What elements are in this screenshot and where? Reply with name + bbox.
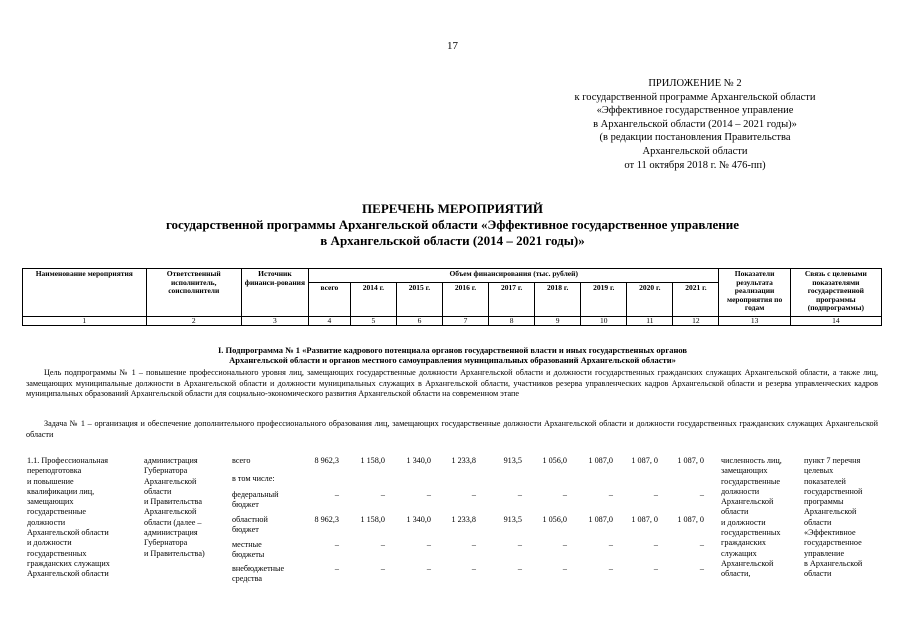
measure-link-line: в Архангельской xyxy=(804,558,863,568)
measure-indicator-line: численность лиц, xyxy=(721,456,782,465)
task-text: Задача № 1 – организация и обеспечение дополнительного профессионального образования лиц, замещающих государственные должности Архангельской области и должности государственных гражданских служащих Архангельской области xyxy=(26,419,878,439)
funding-value: 1 340,0 xyxy=(406,515,431,524)
measure-link-line: государственной xyxy=(804,486,863,496)
source-label xyxy=(232,490,298,511)
col-number: 4 xyxy=(308,317,350,326)
funding-value: – xyxy=(608,490,613,499)
funding-value: – xyxy=(608,540,613,549)
header-indicators: Показатели результата реализации мероприятия по годам xyxy=(719,269,790,317)
measure-name-line: замещающих xyxy=(27,497,74,507)
funding-value: 1 056,0 xyxy=(542,456,567,465)
appendix-block xyxy=(520,77,870,172)
funding-value: – xyxy=(699,540,704,549)
source-label-line: внебюджетные xyxy=(232,564,285,573)
measure-indicator-line: Архангельской xyxy=(721,558,774,568)
measure-indicator-line: служащих xyxy=(721,548,757,558)
funding-value: – xyxy=(426,564,431,573)
funding-value: – xyxy=(334,490,339,499)
subprogram-title xyxy=(0,345,905,365)
source-label-line: в том числе: xyxy=(232,474,275,483)
header-source: Источник финанси-рования xyxy=(241,269,308,317)
col-number: 1 xyxy=(23,317,147,326)
funding-value: – xyxy=(699,490,704,499)
measure-indicator-line: должности xyxy=(721,486,760,496)
funding-value: 913,5 xyxy=(503,515,522,524)
header-year: 2021 г. xyxy=(673,283,719,317)
funding-value: – xyxy=(426,540,431,549)
appendix-line: «Эффективное государственное управление xyxy=(596,105,794,117)
source-label-line: средства xyxy=(232,574,263,584)
col-number: 5 xyxy=(350,317,396,326)
funding-value: 913,5 xyxy=(503,456,522,465)
measure-name-line: гражданских служащих xyxy=(27,558,110,568)
subprogram-line-1: I. Подпрограмма № 1 «Развитие кадрового потенциала органов государственной власти и иных государственных органов xyxy=(218,345,687,355)
measure-link xyxy=(804,456,882,580)
funding-value: – xyxy=(471,540,476,549)
source-label xyxy=(232,564,298,585)
measure-name-line: и повышение xyxy=(27,476,74,486)
source-label xyxy=(232,456,298,466)
col-number: 13 xyxy=(719,317,790,326)
measure-name-line: Архангельской области xyxy=(27,528,109,538)
header-year: 2016 г. xyxy=(442,283,488,317)
funding-value: – xyxy=(517,540,522,549)
appendix-line: от 11 октября 2018 г. № 476-пп) xyxy=(624,159,766,171)
measure-name-line: 1.1. Профессиональная xyxy=(27,456,109,465)
funding-value: – xyxy=(699,564,704,573)
funding-value: 8 962,3 xyxy=(314,456,339,465)
measure-indicator-line: гражданских xyxy=(721,538,767,548)
funding-value: – xyxy=(380,540,385,549)
col-number: 2 xyxy=(146,317,241,326)
funding-value: – xyxy=(517,564,522,573)
source-label xyxy=(232,515,298,536)
subprogram-line-2: Архангельской области и органов местного самоуправления муниципальных образований Архангельской области» xyxy=(229,355,676,365)
header-year: 2019 г. xyxy=(581,283,627,317)
appendix-line: (в редакции постановления Правительства xyxy=(599,132,791,144)
source-label-line: бюджеты xyxy=(232,550,265,560)
header-year: 2015 г. xyxy=(396,283,442,317)
measure-name-line: и должности xyxy=(27,538,72,548)
measure-executor-line: Архангельской xyxy=(144,476,197,486)
source-label-line: областной xyxy=(232,515,268,524)
measure-executor-line: области xyxy=(144,486,172,496)
title-line-3: в Архангельской области (2014 – 2021 годы)» xyxy=(320,233,585,248)
funding-value: 1 087, 0 xyxy=(677,515,704,524)
measure-executor-line: и Правительства xyxy=(144,497,202,507)
appendix-line: в Архангельской области (2014 – 2021 годы)» xyxy=(593,118,797,130)
measure-name-line: переподготовка xyxy=(27,466,82,476)
funding-value: – xyxy=(653,490,658,499)
measure-link-line: управление xyxy=(804,548,845,558)
header-year: всего xyxy=(308,283,350,317)
appendix-line: Архангельской области xyxy=(642,145,748,157)
funding-value: – xyxy=(653,540,658,549)
measure-indicator xyxy=(721,456,789,580)
funding-value: 1 158,0 xyxy=(360,456,385,465)
measure-name-line: квалификации лиц, xyxy=(27,486,95,496)
measure-executor-line: администрация xyxy=(144,528,198,538)
header-executor: Ответственный исполнитель, соисполнители xyxy=(146,269,241,317)
funding-value: – xyxy=(562,540,567,549)
measure-executor-line: Архангельской xyxy=(144,507,197,517)
measure-link-line: пункт 7 перечня xyxy=(804,456,861,465)
measure-executor-line: и Правительства) xyxy=(144,548,205,558)
funding-value: 1 087, 0 xyxy=(631,515,658,524)
source-label xyxy=(232,474,298,484)
col-number: 3 xyxy=(241,317,308,326)
funding-value: – xyxy=(334,540,339,549)
funding-value: 1 340,0 xyxy=(406,456,431,465)
header-link: Связь с целевыми показателями государственной программы (подпрограммы) xyxy=(790,269,881,317)
col-number: 6 xyxy=(396,317,442,326)
measure-name-line: государственные xyxy=(27,507,87,517)
funding-value: 1 087,0 xyxy=(588,456,613,465)
funding-value: 1 087, 0 xyxy=(677,456,704,465)
measure-indicator-line: замещающих xyxy=(721,466,768,476)
funding-value: – xyxy=(426,490,431,499)
goal-text: Цель подпрограммы № 1 – повышение профессионального уровня лиц, замещающих государственные должности Архангельской области и должности государственных гражданских служащих Архангельской области, а также лиц, замещающих муниципальные должности в Архангельской области и должности муниципальных служащих в Архангельской области, участников резерва управленческих кадров Архангельской области и резерва управленческих кадров муниципальных образований Архангельской области для социально-экономического развития Архангельской области на современном этапе xyxy=(26,368,878,399)
header-year: 2018 г. xyxy=(535,283,581,317)
funding-value: – xyxy=(380,564,385,573)
measure-link-line: показателей xyxy=(804,476,846,486)
measure-indicator-line: и должности xyxy=(721,517,766,527)
measure-name-line: Архангельской области xyxy=(27,569,109,579)
measure-executor-line: области (далее – xyxy=(144,517,202,527)
col-number: 9 xyxy=(535,317,581,326)
measure-indicator-line: государственные xyxy=(721,476,781,486)
funding-value: – xyxy=(608,564,613,573)
measure-name-line: государственных xyxy=(27,548,87,558)
funding-value: 1 233,8 xyxy=(451,456,476,465)
measure-link-line: целевых xyxy=(804,466,834,476)
title-line-2: государственной программы Архангельской области «Эффективное государственное управление xyxy=(165,217,740,232)
funding-value: 1 056,0 xyxy=(542,515,567,524)
measure-indicator-line: государственных xyxy=(721,528,781,538)
page-number: 17 xyxy=(447,40,458,52)
measure-executor-line: Губернатора xyxy=(144,466,188,476)
source-label-line: бюджет xyxy=(232,525,259,535)
task-paragraph xyxy=(26,419,878,440)
funding-value: 1 158,0 xyxy=(360,515,385,524)
measure-executor xyxy=(144,456,232,559)
measure-indicator-line: области, xyxy=(721,569,751,579)
funding-value: – xyxy=(471,490,476,499)
measure-executor-line: администрация xyxy=(144,456,198,465)
header-year: 2017 г. xyxy=(489,283,535,317)
measure-indicator-line: области xyxy=(721,507,749,517)
col-number: 12 xyxy=(673,317,719,326)
source-label-line: местные xyxy=(232,540,262,549)
funding-value: 1 087, 0 xyxy=(631,456,658,465)
measure-link-line: «Эффективное xyxy=(804,528,856,538)
header-funding: Объем финансирования (тыс. рублей) xyxy=(308,269,719,283)
source-label-line: бюджет xyxy=(232,500,259,510)
col-number: 8 xyxy=(489,317,535,326)
measure-link-line: области xyxy=(804,569,832,579)
header-year: 2020 г. xyxy=(627,283,673,317)
col-number: 10 xyxy=(581,317,627,326)
funding-value: 1 087,0 xyxy=(588,515,613,524)
document-title xyxy=(0,201,905,249)
measure-link-line: области xyxy=(804,517,832,527)
measure-indicator-line: Архангельской xyxy=(721,497,774,507)
funding-value: 8 962,3 xyxy=(314,515,339,524)
header-name: Наименование мероприятия xyxy=(23,269,147,317)
source-label xyxy=(232,540,298,561)
funding-value: – xyxy=(562,490,567,499)
funding-value: – xyxy=(517,490,522,499)
source-label-line: федеральный xyxy=(232,490,279,499)
funding-value: – xyxy=(562,564,567,573)
funding-value: – xyxy=(334,564,339,573)
funding-value: – xyxy=(653,564,658,573)
measure-name-line: должности xyxy=(27,517,66,527)
funding-value: – xyxy=(380,490,385,499)
header-year: 2014 г. xyxy=(350,283,396,317)
measure-executor-line: Губернатора xyxy=(144,538,188,548)
col-number: 11 xyxy=(627,317,673,326)
goal-paragraph xyxy=(26,368,878,400)
measures-table-header xyxy=(22,268,882,326)
appendix-line: ПРИЛОЖЕНИЕ № 2 xyxy=(648,78,742,89)
measure-name xyxy=(27,456,139,580)
col-number: 14 xyxy=(790,317,881,326)
measure-link-line: программы xyxy=(804,497,844,507)
title-line-1: ПЕРЕЧЕНЬ МЕРОПРИЯТИЙ xyxy=(362,201,543,216)
appendix-line: к государственной программе Архангельской области xyxy=(574,91,816,103)
funding-value: 1 233,8 xyxy=(451,515,476,524)
col-number: 7 xyxy=(442,317,488,326)
measure-link-line: Архангельской xyxy=(804,507,857,517)
source-label-line: всего xyxy=(232,456,251,465)
funding-value: – xyxy=(471,564,476,573)
measure-link-line: государственное xyxy=(804,538,862,548)
